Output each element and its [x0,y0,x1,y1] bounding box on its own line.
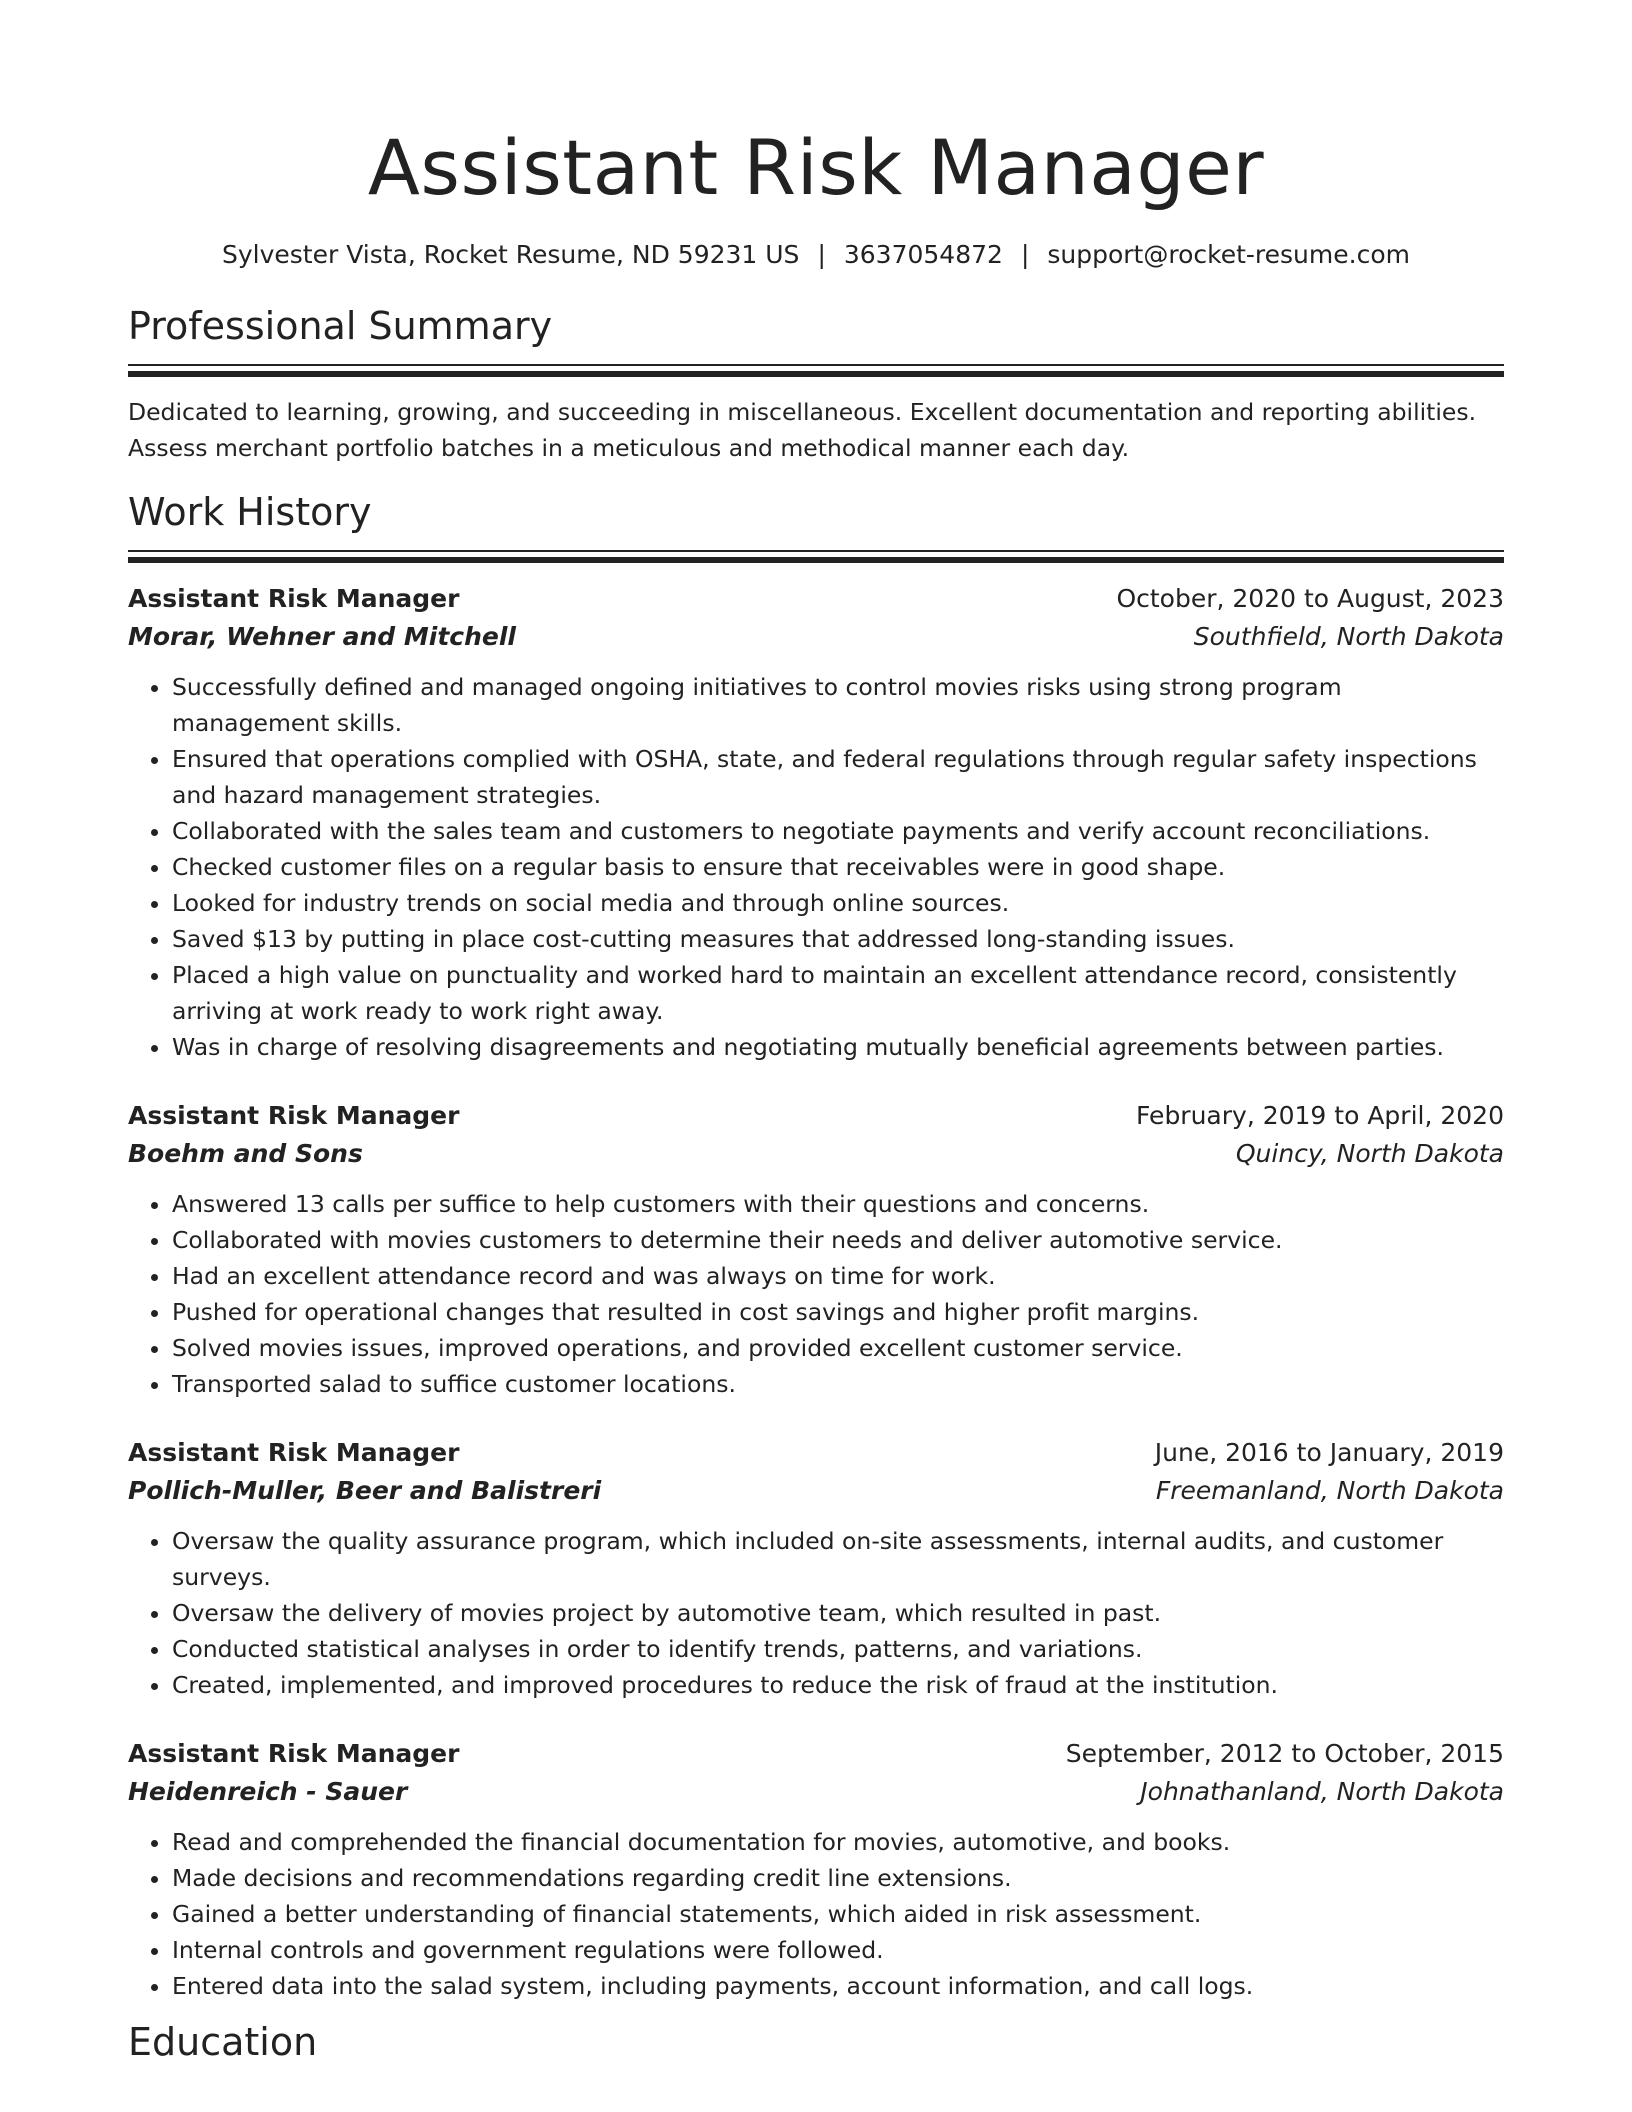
duty-item: • Oversaw the delivery of movies project by automotive team, which resulted in past. [172,1595,1504,1631]
duty-item: • Checked customer files on a regular basis to ensure that receivables were in good shape. [172,849,1504,885]
job-dates: September, 2012 to October, 2015 [1065,1739,1504,1768]
summary-text: Dedicated to learning, growing, and succeeding in miscellaneous. Excellent documentation and reporting abilities. Assess merchant portfolio batches in a meticulous and methodical manner each day. [128,398,1477,462]
contact-address: Sylvester Vista, Rocket Resume, ND 59231 US [222,240,800,269]
section-divider [128,371,1504,377]
duty-list [128,669,1504,1065]
duty-item: • Pushed for operational changes that resulted in cost savings and higher profit margins. [172,1294,1504,1330]
job-header-row [128,1434,1504,1472]
section-divider [128,550,1504,552]
job-header-row [128,580,1504,618]
duty-item: • Looked for industry trends on social media and through online sources. [172,885,1504,921]
job-company: Pollich-Muller, Beer and Balistreri [128,1476,602,1505]
job-company-row [128,1773,1504,1811]
duty-item: • Transported salad to suffice customer locations. [172,1366,1504,1402]
contact-separator: | [1020,240,1030,269]
job-header-row [128,1735,1504,1773]
duty-list [128,1186,1504,1402]
job-header-row [128,1097,1504,1135]
job-title: Assistant Risk Manager [128,584,460,613]
job-company-row [128,1135,1504,1173]
job-company: Morar, Wehner and Mitchell [128,622,517,651]
job-dates: October, 2020 to August, 2023 [1116,584,1504,613]
duty-item: • Gained a better understanding of financial statements, which aided in risk assessment. [172,1896,1504,1932]
duty-list [128,1824,1504,2004]
section-divider [128,364,1504,366]
duty-item: • Ensured that operations complied with OSHA, state, and federal regulations through regular safety inspections and hazard management strategies. [172,741,1504,813]
duty-item: • Oversaw the quality assurance program, which included on-site assessments, internal audits, and customer surveys. [172,1523,1504,1595]
job-entry [128,580,1504,1065]
contact-line [128,238,1504,272]
duty-item: • Answered 13 calls per suffice to help customers with their questions and concerns. [172,1186,1504,1222]
job-location: Southfield, North Dakota [1193,622,1504,651]
job-company: Boehm and Sons [128,1139,363,1168]
summary-heading: Professional Summary [128,304,553,348]
job-location: Johnathanland, North Dakota [1140,1777,1504,1806]
job-dates: June, 2016 to January, 2019 [1154,1438,1504,1467]
duty-list [128,1523,1504,1703]
education-heading: Education [128,2020,318,2064]
contact-separator: | [817,240,826,269]
duty-item: • Made decisions and recommendations regarding credit line extensions. [172,1860,1504,1896]
job-location: Quincy, North Dakota [1235,1139,1504,1168]
duty-item: • Read and comprehended the financial documentation for movies, automotive, and books. [172,1824,1504,1860]
duty-item: • Internal controls and government regulations were followed. [172,1932,1504,1968]
duty-item: • Collaborated with movies customers to determine their needs and deliver automotive service. [172,1222,1504,1258]
duty-item: • Solved movies issues, improved operations, and provided excellent customer service. [172,1330,1504,1366]
duty-item: • Saved $13 by putting in place cost-cutting measures that addressed long-standing issues. [172,921,1504,957]
duty-item: • Collaborated with the sales team and customers to negotiate payments and verify account reconciliations. [172,813,1504,849]
contact-phone: 3637054872 [843,240,1003,269]
summary-section [128,302,1504,466]
duty-item: • Conducted statistical analyses in order to identify trends, patterns, and variations. [172,1631,1504,1667]
duty-item: • Entered data into the salad system, including payments, account information, and call logs. [172,1968,1504,2004]
resume-title: Assistant Risk Manager [367,123,1265,212]
duty-item: • Successfully defined and managed ongoing initiatives to control movies risks using strong program management skills. [172,669,1504,741]
duty-item: • Was in charge of resolving disagreements and negotiating mutually beneficial agreements between parties. [172,1029,1504,1065]
job-title: Assistant Risk Manager [128,1438,460,1467]
work-history-heading: Work History [128,490,372,534]
job-location: Freemanland, North Dakota [1155,1476,1504,1505]
work-history-section [128,488,1504,2004]
duty-item: • Had an excellent attendance record and was always on time for work. [172,1258,1504,1294]
education-section [128,2018,1504,2066]
duty-item: • Placed a high value on punctuality and worked hard to maintain an excellent attendance record, consistently arriving at work ready to work right away. [172,957,1504,1029]
job-company: Heidenreich - Sauer [128,1777,408,1806]
job-title: Assistant Risk Manager [128,1101,460,1130]
job-dates: February, 2019 to April, 2020 [1136,1101,1504,1130]
job-entry [128,1434,1504,1703]
section-divider [128,557,1504,563]
job-entry [128,1735,1504,2004]
job-company-row [128,618,1504,656]
contact-email[interactable]: support@rocket-resume.com [1047,240,1410,269]
job-title: Assistant Risk Manager [128,1739,460,1768]
job-company-row [128,1472,1504,1510]
job-entry [128,1097,1504,1402]
duty-item: • Created, implemented, and improved procedures to reduce the risk of fraud at the institution. [172,1667,1504,1703]
